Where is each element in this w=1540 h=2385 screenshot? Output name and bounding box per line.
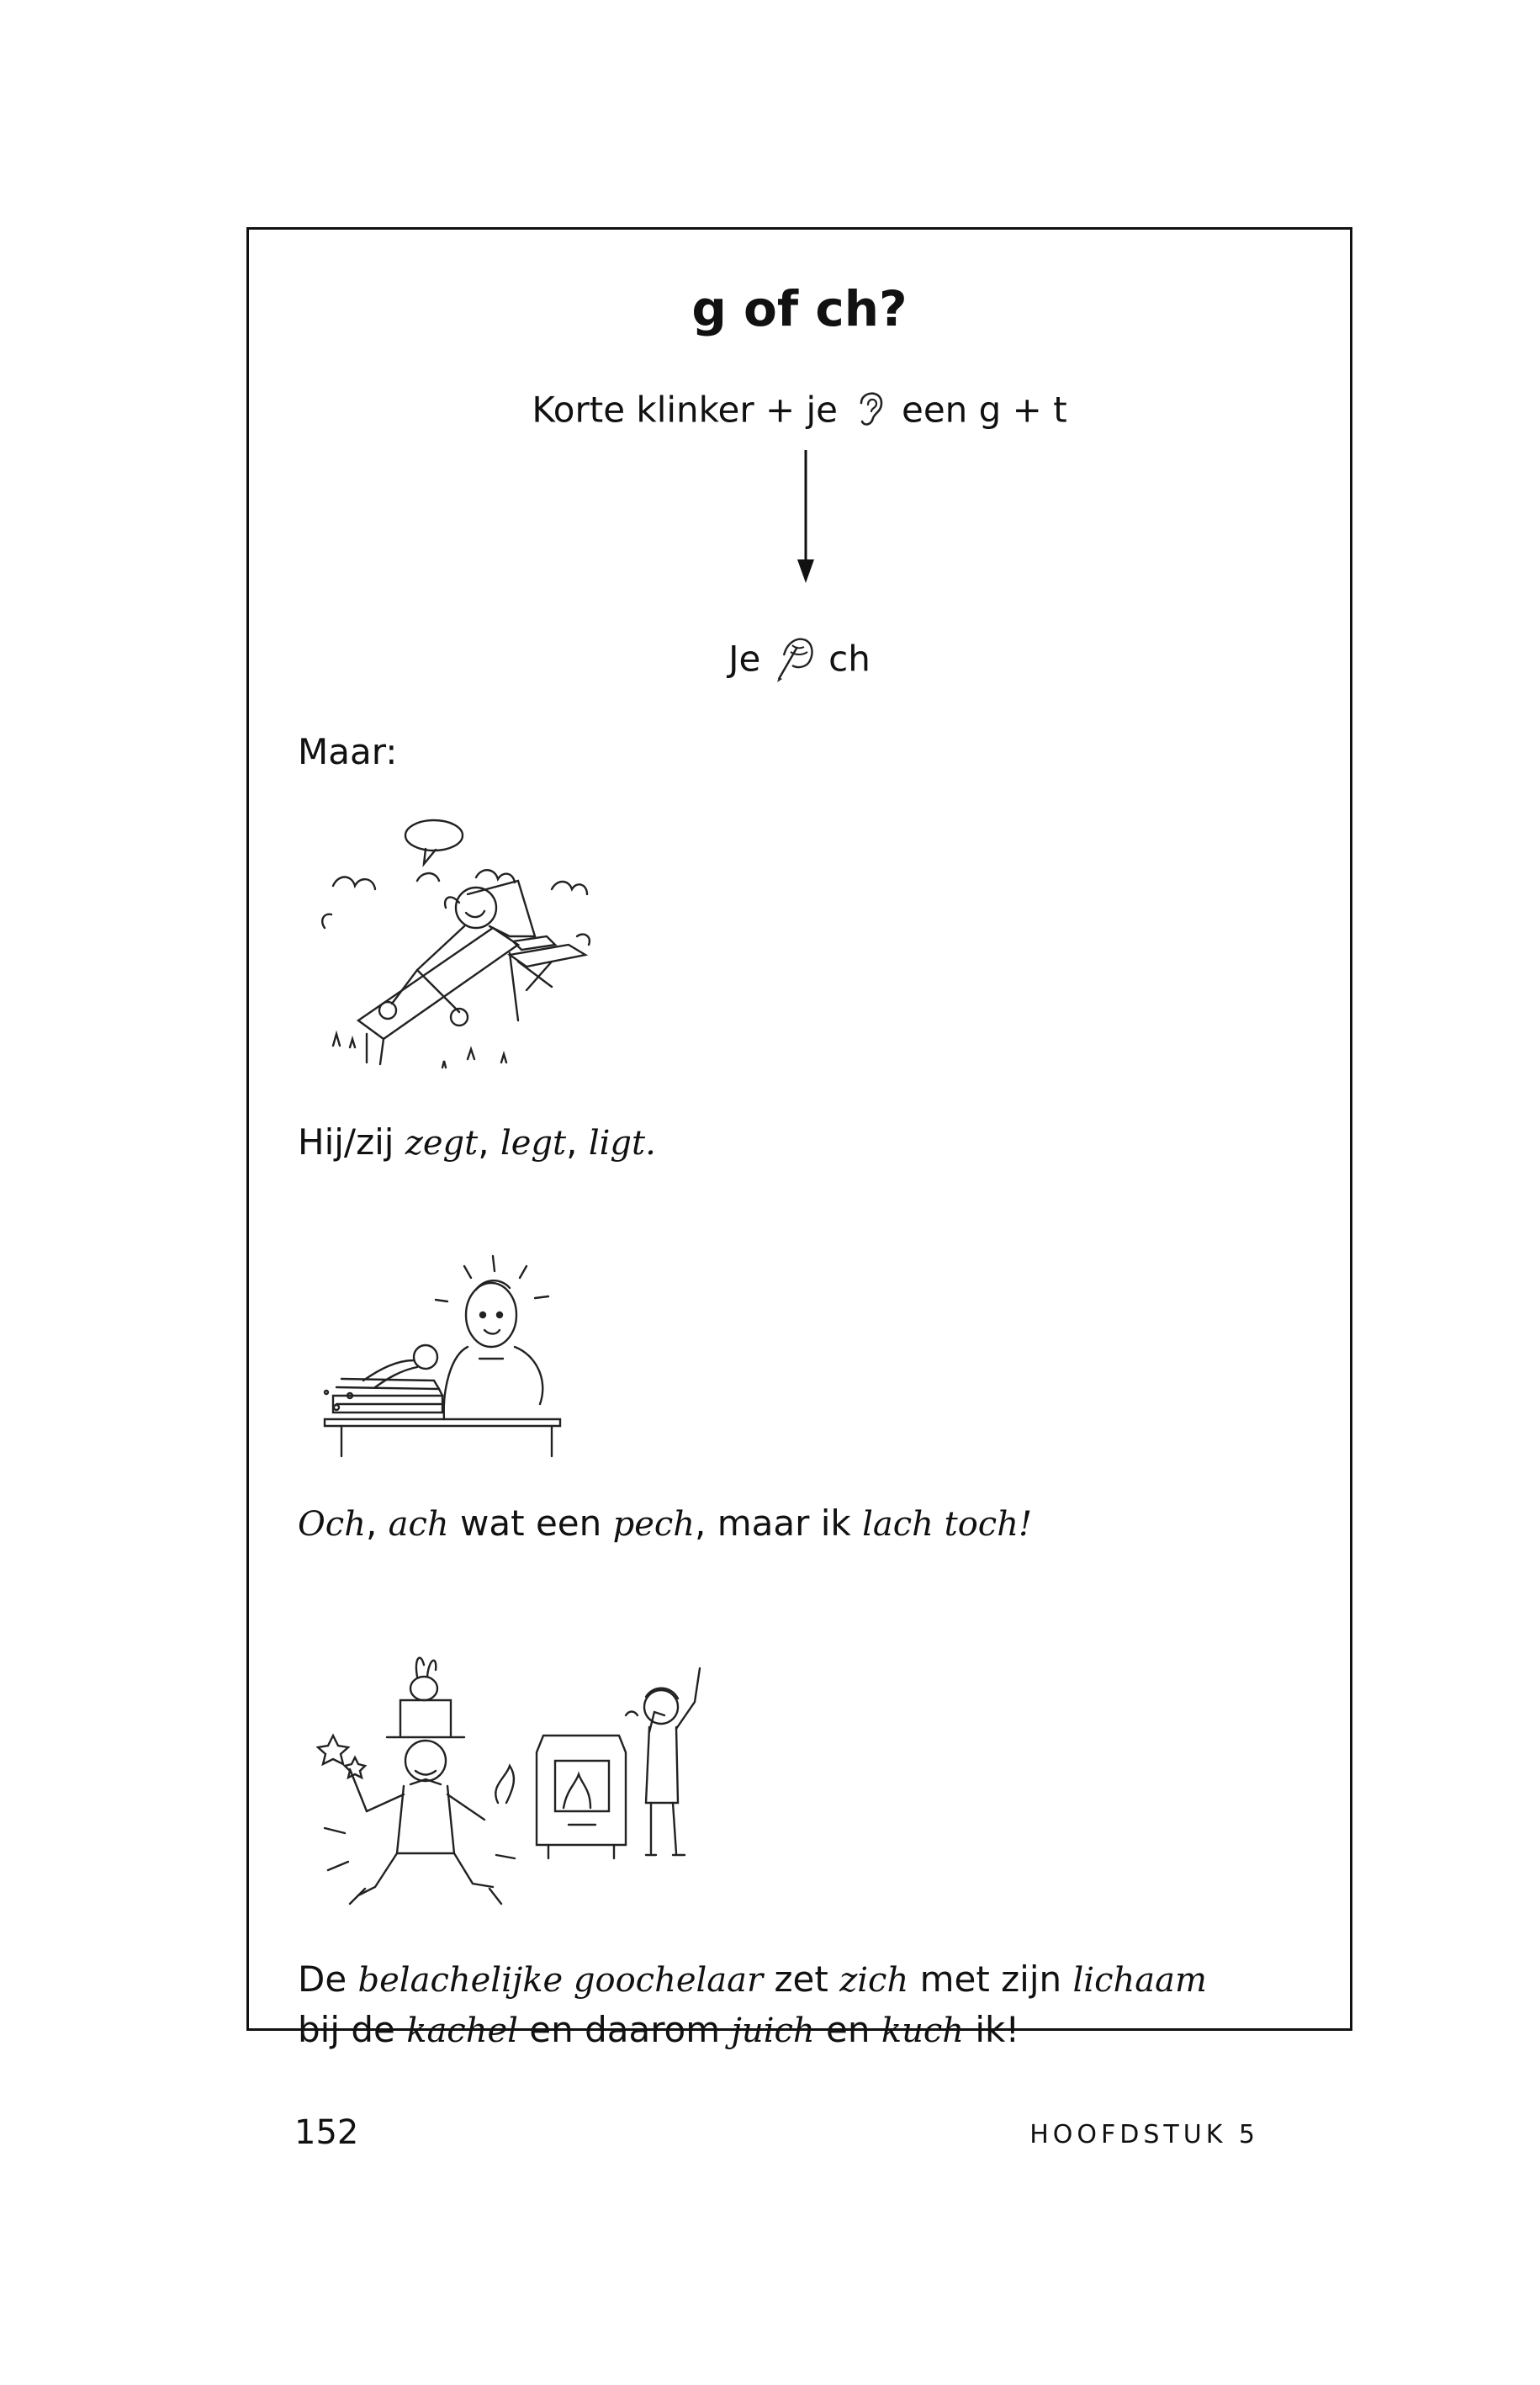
down-arrow-icon	[796, 450, 816, 585]
example2-text: , maar ik	[695, 1503, 863, 1544]
page-title: g of ch?	[691, 280, 908, 337]
word-ligt: ligt.	[588, 1124, 656, 1163]
rule-line	[249, 386, 1350, 438]
example3-text: bij de	[298, 2009, 407, 2050]
example3-text: en	[814, 2009, 881, 2050]
word-lichaam: lichaam	[1072, 1961, 1207, 2000]
content-frame	[246, 227, 1352, 2050]
example3-caption-line2	[298, 2005, 1019, 2056]
result-suffix: ch	[828, 638, 871, 680]
spilled-drink-illustration	[299, 1248, 619, 1466]
person-on-sunbed-illustration	[299, 819, 636, 1071]
separator: ,	[365, 1503, 389, 1544]
example3-text: ik!	[964, 2009, 1020, 2050]
writing-hand-icon	[772, 630, 818, 692]
example3-caption-line1	[298, 1954, 1207, 2006]
word-kuch: kuch	[881, 2011, 964, 2050]
word-zegt: zegt	[405, 1124, 479, 1163]
example2-caption	[298, 1498, 1032, 1550]
word-legt: legt	[500, 1124, 567, 1163]
page-number: 152	[294, 2113, 359, 2152]
example3-text: en daarom	[517, 2009, 732, 2050]
word-juich: juich	[731, 2011, 815, 2050]
word-ach: ach	[388, 1505, 449, 1544]
word-pech: pech	[612, 1505, 696, 1544]
example1-text: Hij/zij	[298, 1121, 405, 1163]
word-kachel: kachel	[406, 2011, 518, 2050]
word-zich: zich	[839, 1961, 909, 2000]
chapter-label: HOOFDSTUK 5	[1029, 2120, 1259, 2149]
example2-text: wat een	[448, 1503, 613, 1544]
rule-prefix: Korte klinker + je	[532, 389, 838, 431]
word-lach-toch: lach toch!	[862, 1505, 1033, 1544]
result-line	[249, 630, 1350, 692]
example1-caption	[298, 1117, 656, 1169]
maar-label: Maar:	[298, 731, 398, 772]
example3-text: De	[298, 1958, 358, 2000]
magician-and-stove-illustration	[316, 1635, 720, 1937]
word-belachelijke-goochelaar: belachelijke goochelaar	[357, 1961, 764, 2000]
word-och: Och	[298, 1505, 366, 1544]
separator: ,	[478, 1121, 500, 1163]
result-prefix: Je	[728, 638, 761, 680]
example3-text: met zijn	[908, 1958, 1073, 2000]
separator: ,	[566, 1121, 589, 1163]
rule-suffix: een g + t	[902, 389, 1067, 431]
ear-icon	[853, 386, 886, 438]
example3-text: zet	[763, 1958, 840, 2000]
